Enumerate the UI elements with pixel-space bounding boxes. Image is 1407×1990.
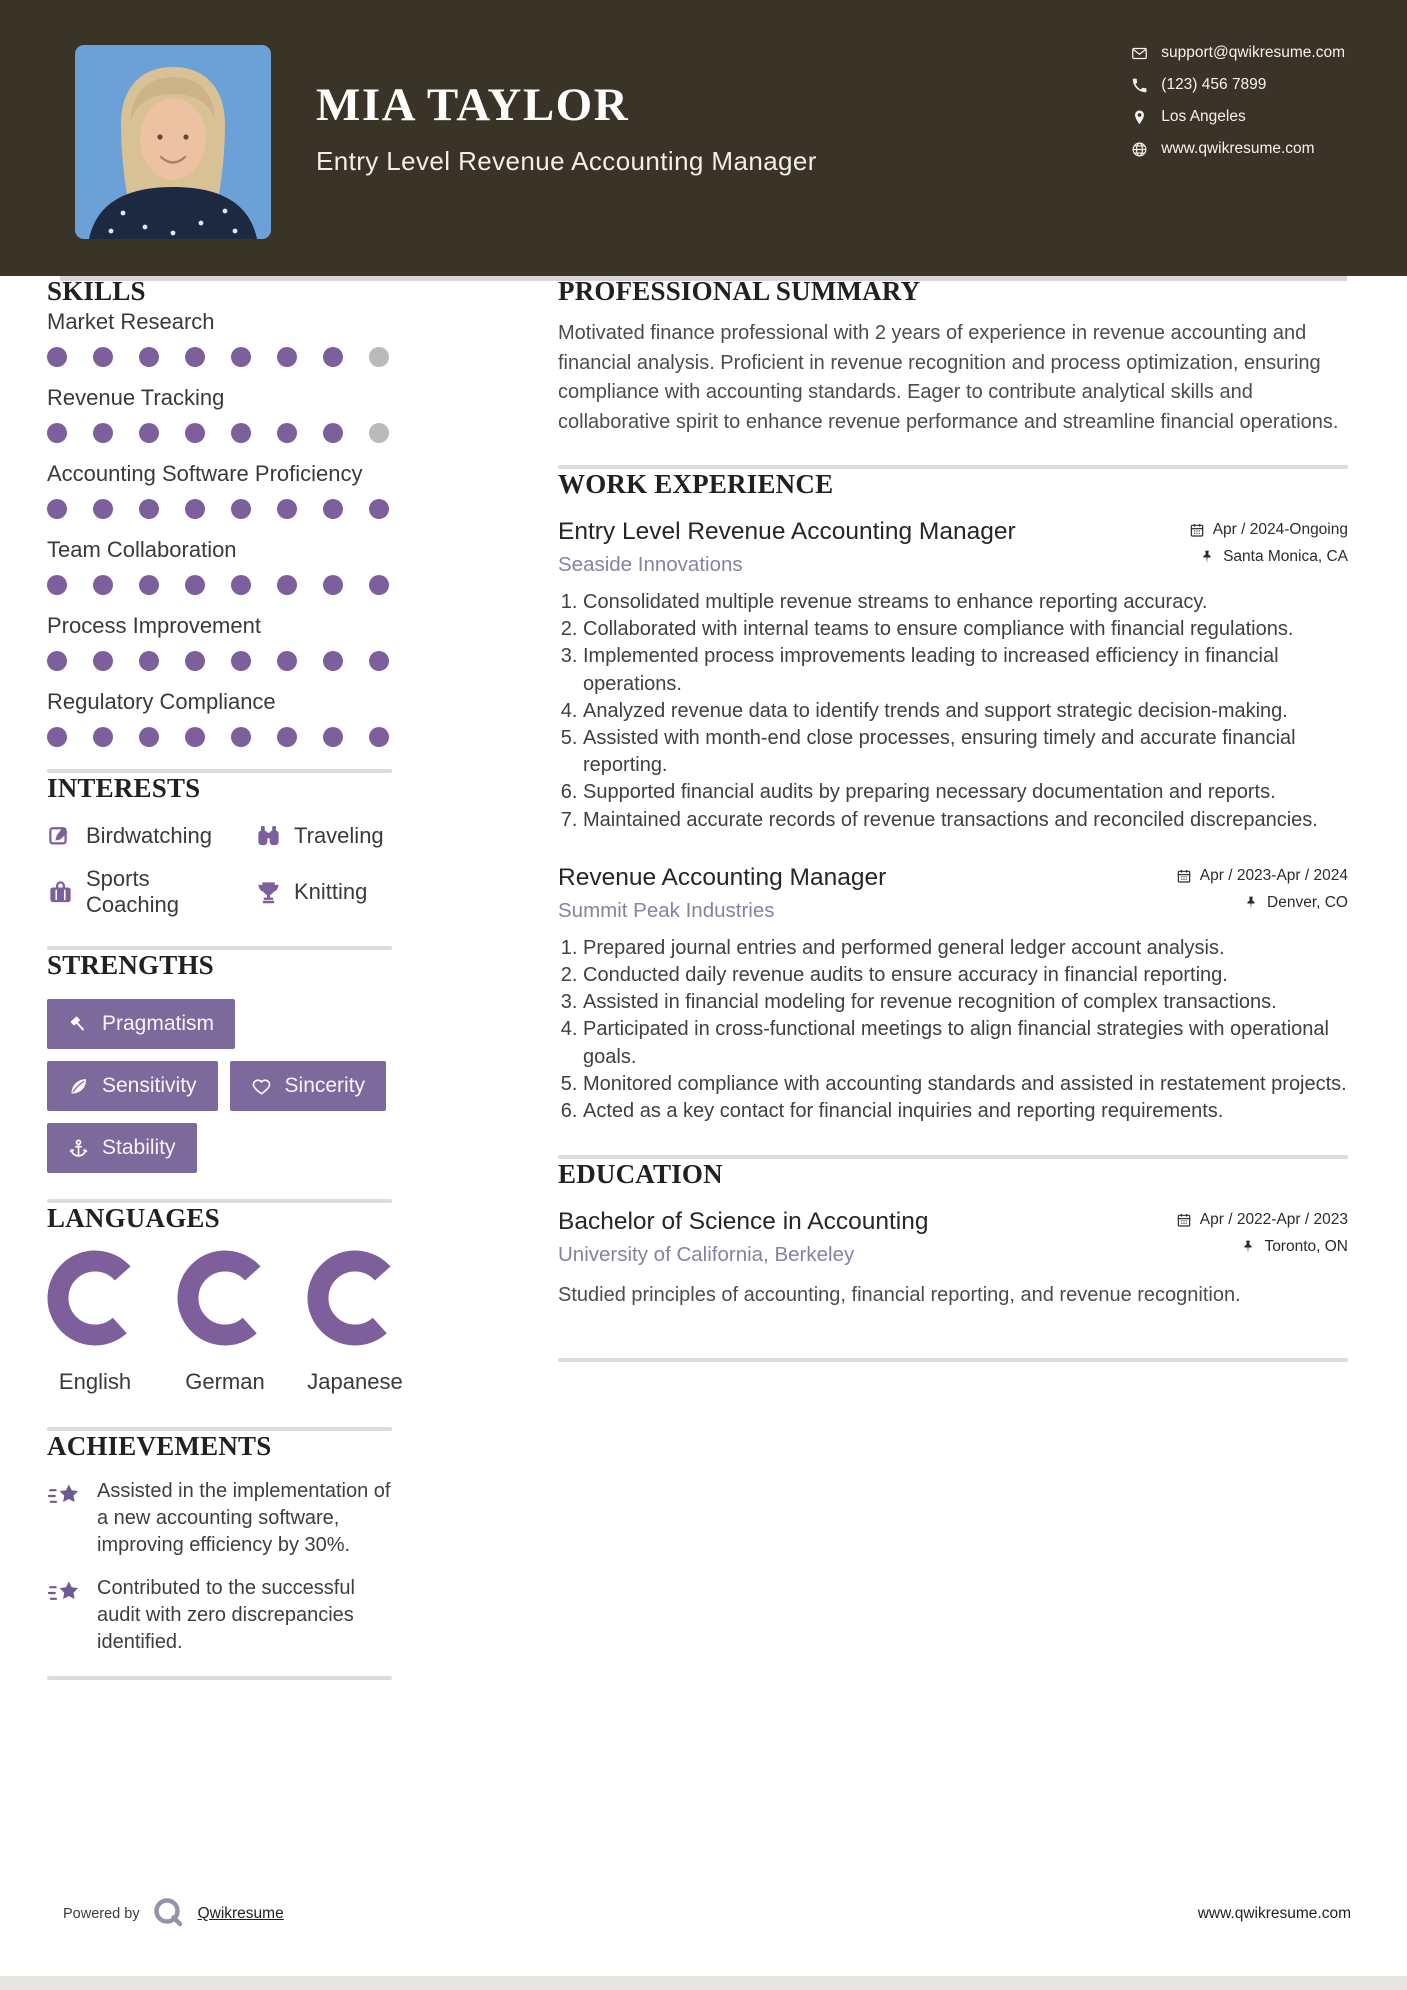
profile-photo	[75, 45, 271, 239]
skill-dot	[93, 575, 113, 595]
skill-dot	[185, 499, 205, 519]
skill-row	[47, 687, 392, 747]
footer-site-url[interactable]: www.qwikresume.com	[1197, 1905, 1351, 1922]
interest-label: Knitting	[294, 879, 368, 904]
skill-label: Revenue Tracking	[47, 385, 225, 410]
skill-dots	[47, 651, 392, 671]
profile-photo-image	[75, 45, 271, 239]
calendar-icon	[1176, 1212, 1192, 1228]
interest-label: Sports Coaching	[86, 866, 179, 917]
qwikresume-brand-link[interactable]: Qwikresume	[197, 1905, 284, 1922]
candidate-title: Entry Level Revenue Accounting Manager	[316, 146, 817, 176]
location-pin-icon	[1131, 109, 1148, 126]
heart-icon	[251, 1076, 272, 1097]
header	[0, 0, 1407, 276]
skill-dot	[277, 499, 297, 519]
skill-dot	[185, 651, 205, 671]
language-item	[307, 1250, 403, 1395]
job-header	[558, 864, 1348, 923]
skill-dots	[47, 727, 392, 747]
skill-dots	[47, 423, 392, 443]
section-skills	[47, 276, 392, 773]
achievement-text: Assisted in the implementation of a new accounting software, improving efficiency by 30%.	[97, 1480, 391, 1556]
job-dates-text: Apr / 2023-Apr / 2024	[1199, 866, 1348, 884]
job-entry	[558, 864, 1348, 1125]
job-bullet-list	[558, 935, 1348, 1125]
skill-dot	[323, 575, 343, 595]
job-meta	[1189, 518, 1348, 577]
hammer-icon	[68, 1014, 89, 1035]
contact-location-text: Los Angeles	[1161, 108, 1246, 125]
skill-dot	[369, 651, 389, 671]
language-label: German	[185, 1369, 265, 1394]
skill-dot	[139, 575, 159, 595]
language-label: Japanese	[307, 1369, 403, 1394]
skill-dot	[369, 347, 389, 367]
leaf-icon	[68, 1076, 89, 1097]
pushpin-icon	[1240, 1239, 1256, 1255]
skill-dot	[185, 423, 205, 443]
strength-label: Stability	[102, 1136, 176, 1159]
language-item	[177, 1250, 273, 1395]
skill-dot	[231, 651, 251, 671]
strength-label: Sincerity	[284, 1074, 366, 1097]
interests-grid	[47, 822, 392, 918]
section-education	[558, 1159, 1348, 1362]
skill-label: Regulatory Compliance	[47, 689, 276, 714]
skill-row	[47, 307, 392, 367]
skill-dot	[369, 727, 389, 747]
experience-bullet: 6. Acted as a key contact for financial inquiries and reporting requirements.	[583, 1098, 1348, 1125]
education-dates	[1176, 1211, 1348, 1229]
strengths-heading: STRENGTHS	[47, 950, 214, 980]
job-company: Summit Peak Industries	[558, 898, 775, 922]
section-divider	[558, 1358, 1348, 1362]
powered-by-label: Powered by	[63, 1906, 140, 1922]
identity	[316, 78, 817, 177]
skill-dot	[277, 651, 297, 671]
contact-list	[1131, 44, 1345, 172]
skill-dot	[323, 651, 343, 671]
languages-heading: LANGUAGES	[47, 1203, 220, 1233]
job-dates	[1176, 867, 1348, 885]
experience-bullet: 4. Analyzed revenue data to identify trends and support strategic decision-making.	[583, 698, 1348, 725]
summary-text: Motivated finance professional with 2 years of experience in revenue accounting and financial analysis. Proficient in revenue recognition and process optimization, ensuring compliance with accounting standards. Eager to contribute analytical skills and collaborative spirit to enhance revenue performance and streamline financial operations.	[558, 322, 1339, 433]
skill-dot	[185, 575, 205, 595]
section-divider	[47, 1676, 392, 1680]
pushpin-icon	[1243, 895, 1259, 911]
section-summary	[558, 276, 1348, 469]
achievement-item	[47, 1478, 392, 1559]
contact-website[interactable]	[1131, 140, 1345, 158]
skill-dot	[231, 499, 251, 519]
qwikresume-logo-icon[interactable]	[151, 1896, 187, 1932]
experience-bullet: 3. Implemented process improvements leading to increased efficiency in financial operations.	[583, 643, 1348, 697]
interest-label: Birdwatching	[86, 822, 212, 848]
skill-dot	[323, 423, 343, 443]
job-bullet-list	[558, 589, 1348, 834]
job-company: Seaside Innovations	[558, 553, 743, 576]
education-location	[1240, 1238, 1348, 1256]
skill-dot	[277, 347, 297, 367]
section-strengths	[47, 950, 392, 1203]
skill-dot	[231, 423, 251, 443]
language-progress-ring	[47, 1250, 143, 1346]
language-list	[47, 1250, 403, 1395]
education-meta	[1176, 1208, 1348, 1267]
skill-dots	[47, 347, 392, 367]
envelope-icon	[1131, 45, 1148, 62]
skill-dot	[93, 347, 113, 367]
experience-bullet: 7. Maintained accurate records of revenue transactions and reconciled discrepancies.	[583, 807, 1348, 834]
skill-dot	[47, 727, 67, 747]
shooting-star-icon	[47, 1480, 83, 1512]
skill-dot	[277, 727, 297, 747]
skill-dot	[323, 727, 343, 747]
school-name: University of California, Berkeley	[558, 1243, 855, 1267]
section-interests	[47, 773, 392, 950]
strength-badges	[47, 999, 407, 1173]
experience-bullet: 1. Consolidated multiple revenue streams to enhance reporting accuracy.	[583, 589, 1348, 616]
skill-dot	[47, 651, 67, 671]
summary-heading: PROFESSIONAL SUMMARY	[558, 276, 921, 306]
anchor-icon	[68, 1138, 89, 1159]
section-languages	[47, 1203, 403, 1431]
skill-dot	[323, 347, 343, 367]
interests-heading: INTERESTS	[47, 773, 201, 803]
education-heading: EDUCATION	[558, 1159, 723, 1190]
contact-phone[interactable]	[1131, 76, 1345, 94]
job-location-text: Denver, CO	[1267, 893, 1348, 911]
job-dates-text: Apr / 2024-Ongoing	[1212, 521, 1348, 538]
strength-badge	[230, 1061, 387, 1111]
skill-dot	[139, 499, 159, 519]
skill-label: Team Collaboration	[47, 537, 237, 562]
contact-phone-text: (123) 456 7899	[1161, 76, 1267, 93]
powered-by	[63, 1896, 284, 1932]
education-dates-text: Apr / 2022-Apr / 2023	[1199, 1211, 1348, 1229]
job-location-text: Santa Monica, CA	[1223, 548, 1348, 565]
job-dates	[1189, 521, 1348, 539]
skill-row	[47, 383, 392, 443]
skill-dot	[369, 423, 389, 443]
skill-dot	[277, 575, 297, 595]
experience-bullet: 3. Assisted in financial modeling for revenue recognition of complex transactions.	[583, 989, 1348, 1016]
education-location-text: Toronto, ON	[1264, 1238, 1348, 1256]
strength-badge	[47, 999, 235, 1049]
language-progress-ring	[177, 1250, 273, 1346]
experience-bullet: 5. Monitored compliance with accounting standards and assisted in restatement projects.	[583, 1071, 1348, 1098]
skill-dot	[47, 423, 67, 443]
binoculars-icon	[255, 822, 282, 849]
skill-label: Process Improvement	[47, 613, 261, 638]
experience-bullet: 4. Participated in cross-functional meetings to align financial strategies with operational goals.	[583, 1016, 1348, 1070]
skill-dot	[231, 727, 251, 747]
strength-badge	[47, 1123, 197, 1173]
skill-dot	[185, 347, 205, 367]
globe-icon	[1131, 141, 1148, 158]
contact-location[interactable]	[1131, 108, 1345, 126]
achievement-text: Contributed to the successful audit with zero discrepancies identified.	[97, 1577, 355, 1653]
phone-icon	[1131, 77, 1148, 94]
contact-email-text: support@qwikresume.com	[1161, 44, 1345, 61]
experience-bullet: 1. Prepared journal entries and performed general ledger account analysis.	[583, 935, 1348, 962]
skill-row	[47, 459, 392, 519]
job-title: Revenue Accounting Manager	[558, 863, 887, 891]
skill-dots	[47, 575, 392, 595]
skill-dot	[47, 575, 67, 595]
language-progress-ring	[307, 1250, 403, 1346]
skill-dot	[47, 499, 67, 519]
experience-bullet: 2. Conducted daily revenue audits to ensure accuracy in financial reporting.	[583, 962, 1348, 989]
work-heading: WORK EXPERIENCE	[558, 469, 834, 499]
calendar-icon	[1189, 522, 1205, 538]
interest-item	[47, 822, 247, 849]
skill-dots	[47, 499, 392, 519]
skill-dot	[277, 423, 297, 443]
education-note: Studied principles of accounting, financial reporting, and revenue recognition.	[558, 1284, 1241, 1307]
skill-dot	[93, 651, 113, 671]
skill-dot	[93, 499, 113, 519]
candidate-name: MIA TAYLOR	[316, 79, 630, 131]
interest-item	[255, 822, 392, 849]
interest-label: Traveling	[294, 822, 384, 848]
job-meta	[1176, 864, 1348, 923]
skills-heading: SKILLS	[47, 276, 146, 306]
calendar-icon	[1176, 868, 1192, 884]
footer	[63, 1896, 1351, 1932]
skill-dot	[369, 575, 389, 595]
skill-dot	[185, 727, 205, 747]
job-entry	[558, 518, 1348, 834]
skill-dot	[47, 347, 67, 367]
pushpin-icon	[1199, 549, 1215, 565]
briefcase-icon	[47, 879, 74, 906]
contact-website-text: www.qwikresume.com	[1161, 140, 1315, 157]
language-item	[47, 1250, 143, 1395]
page-bottom-edge	[0, 1976, 1407, 1990]
job-location	[1199, 548, 1348, 566]
achievement-item	[47, 1575, 392, 1656]
skill-dot	[139, 347, 159, 367]
strength-label: Sensitivity	[102, 1074, 197, 1097]
skill-dot	[231, 575, 251, 595]
skill-dot	[323, 499, 343, 519]
skill-dot	[231, 347, 251, 367]
experience-bullet: 2. Collaborated with internal teams to ensure compliance with financial regulations.	[583, 616, 1348, 643]
skill-label: Market Research	[47, 309, 215, 334]
experience-bullet: 5. Assisted with month-end close processes, ensuring timely and accurate financial reporting.	[583, 725, 1348, 779]
trophy-icon	[255, 879, 282, 906]
skill-label: Accounting Software Proficiency	[47, 461, 363, 486]
interest-item	[47, 866, 247, 918]
skill-row	[47, 611, 392, 671]
section-work-experience	[558, 469, 1348, 1159]
language-label: English	[58, 1369, 132, 1394]
skill-dot	[93, 423, 113, 443]
interest-item	[255, 866, 392, 918]
job-location	[1243, 894, 1348, 912]
achievements-heading: ACHIEVEMENTS	[47, 1431, 272, 1461]
strength-badge	[47, 1061, 218, 1111]
shooting-star-icon	[47, 1577, 83, 1609]
right-column	[558, 276, 1348, 1362]
skill-row	[47, 535, 392, 595]
skill-dot	[139, 651, 159, 671]
skill-dot	[369, 499, 389, 519]
edit-icon	[47, 822, 74, 849]
skill-dot	[93, 727, 113, 747]
section-achievements	[47, 1431, 392, 1680]
skill-dot	[139, 423, 159, 443]
strength-label: Pragmatism	[102, 1012, 215, 1035]
contact-email[interactable]	[1131, 44, 1345, 62]
left-column	[47, 276, 403, 1680]
skill-dot	[139, 727, 159, 747]
job-header	[558, 518, 1348, 577]
job-title: Entry Level Revenue Accounting Manager	[558, 518, 1016, 545]
experience-bullet: 6. Supported financial audits by preparing necessary documentation and reports.	[583, 779, 1348, 806]
degree-title: Bachelor of Science in Accounting	[558, 1208, 929, 1236]
education-header	[558, 1208, 1348, 1267]
